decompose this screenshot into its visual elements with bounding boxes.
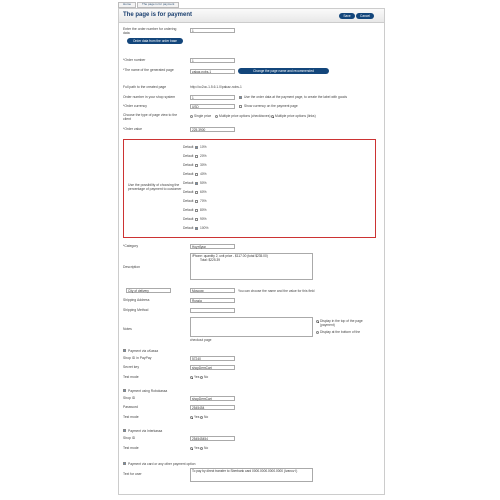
breadcrumb (118, 2, 388, 6)
yandex-shop-input[interactable]: 57240 (190, 356, 235, 361)
percent-default-label: Default (183, 226, 194, 230)
percent-value-label: 60% (200, 190, 207, 194)
page-name-label: *The name of the generated page (123, 68, 174, 72)
shipping-address-input[interactable]: Russia (190, 298, 235, 303)
percent-default-label: Default (183, 217, 194, 221)
city-value-input[interactable]: Moscow (190, 288, 235, 293)
yandex-section (123, 349, 381, 383)
yandex-enable-checkbox[interactable] (123, 349, 126, 352)
price-option-single-label: Single price (194, 114, 212, 118)
robokassa-enable-checkbox[interactable] (123, 389, 126, 392)
yandex-mode-yes-radio[interactable] (190, 376, 193, 379)
percent-default-checkbox[interactable] (195, 209, 198, 212)
shipping-method-label: Shipping Method (123, 308, 149, 312)
use-order-data-checkbox[interactable] (239, 96, 242, 99)
interkassa-mode-yes-label: Yes (194, 446, 200, 450)
full-path-label: Full path to the created page (123, 85, 167, 89)
interkassa-mode-yes-radio[interactable] (190, 447, 193, 450)
order-number-row (123, 58, 381, 64)
city-label-input[interactable]: City of delivery (126, 288, 171, 293)
cancel-button[interactable]: Cancel (356, 13, 374, 19)
price-type-row (123, 113, 381, 122)
order-entry-label: Enter the order number for ordering data (123, 27, 177, 35)
page-name-row (123, 68, 381, 74)
other-payment-textarea[interactable]: To pay by direct transfer to Sberbank card 0000.0000.0000.0000 (Ivanov I) (190, 468, 313, 482)
other-payment-text-label: Text for user (123, 472, 142, 476)
city-row (123, 288, 381, 294)
notes-bottom-label: Display at the bottom of the (320, 330, 361, 334)
change-page-name-button[interactable]: Change the page name and recommended (238, 68, 329, 74)
order-entry-row (123, 27, 381, 45)
category-input[interactable]: Ноутбуки (190, 244, 235, 249)
description-textarea[interactable] (190, 253, 313, 280)
notes-row (123, 317, 381, 343)
yandex-mode-no-radio[interactable] (200, 376, 203, 379)
interkassa-mode-label: Test mode (123, 446, 139, 450)
price-option-checkboxes-radio[interactable] (215, 115, 218, 118)
shipping-address-row (123, 298, 381, 304)
robokassa-shop-label: Shop ID (123, 396, 136, 400)
percent-default-checkbox[interactable] (195, 164, 198, 167)
order-in-system-row (123, 95, 381, 101)
percent-default-checkbox[interactable] (195, 227, 198, 230)
yandex-shop-label: Shop ID in PayPay (123, 356, 152, 360)
percent-option-row (183, 145, 243, 150)
order-value-input[interactable]: 225.3900 (190, 127, 235, 132)
yandex-title: Payment via uKassa (128, 348, 159, 353)
description-label: Description (123, 265, 140, 269)
currency-input[interactable]: USD (190, 104, 235, 109)
notes-bottom-label-cont: checkout page (190, 338, 212, 342)
percent-options-highlight (123, 139, 376, 238)
percent-option-row (183, 172, 243, 177)
robokassa-section (123, 389, 381, 423)
currency-row (123, 104, 381, 110)
price-option-single-radio[interactable] (190, 115, 193, 118)
page-title: The page is for payment (123, 12, 193, 18)
robokassa-mode-yes-radio[interactable] (190, 416, 193, 419)
yandex-mode-no-label: No (204, 375, 209, 379)
percent-value-label: 80% (200, 208, 207, 212)
percent-value-label: 100% (200, 226, 209, 230)
percent-default-label: Default (183, 208, 194, 212)
percent-default-checkbox[interactable] (195, 218, 198, 221)
shipping-address-label: Shipping Address (123, 298, 150, 302)
order-entry-input[interactable]: 1 (190, 28, 235, 33)
percent-value-label: 30% (200, 163, 207, 167)
order-in-system-input[interactable]: 1 (190, 95, 235, 100)
breadcrumb-home[interactable]: Home (118, 2, 136, 8)
percent-default-label: Default (183, 199, 194, 203)
interkassa-title: Payment via Interkassa (128, 428, 163, 433)
percent-value-label: 50% (200, 181, 207, 185)
description-line-1: iPhone: quantity 2, unit price - $117.00 (total $235.00) (192, 254, 268, 258)
panel-header (119, 9, 384, 23)
full-path-value[interactable]: http://oc2oc-1.5.6.1.0/pakaz-nobs-1 (190, 85, 242, 89)
yandex-secret-input[interactable]: shopDemCart (190, 365, 235, 370)
yandex-secret-label: Secret key (123, 365, 140, 369)
yandex-mode-yes-label: Yes (194, 375, 200, 379)
robokassa-mode-no-label: No (204, 415, 209, 419)
notes-top-radio[interactable] (316, 320, 319, 323)
description-line-2: Total: $225.39 (200, 257, 221, 262)
use-order-data-hint: Use the order data at the payment page, to create the label with goods (244, 95, 348, 99)
percent-default-label: Default (183, 172, 194, 176)
robokassa-shop-input[interactable]: shopDemCart (190, 396, 235, 401)
percent-default-label: Default (183, 154, 194, 158)
save-button[interactable]: Save (339, 13, 355, 19)
percent-default-checkbox[interactable] (195, 146, 198, 149)
order-value-row (123, 127, 381, 133)
price-option-checkboxes-label: Multiple price options (checkboxes) (219, 114, 271, 118)
other-payment-enable-checkbox[interactable] (123, 462, 126, 465)
interkassa-enable-checkbox[interactable] (123, 429, 126, 432)
full-path-row (123, 85, 381, 91)
robokassa-mode-yes-label: Yes (194, 415, 200, 419)
order-in-system-label: Order number in your shop system (123, 95, 176, 99)
interkassa-shop-input[interactable]: 254545454 (190, 436, 235, 441)
notes-textarea[interactable] (190, 317, 313, 337)
breadcrumb-current[interactable]: The page is for payment (137, 2, 179, 8)
percent-value-label: 10% (200, 145, 207, 149)
percent-value-label: 70% (200, 199, 207, 203)
robokassa-mode-label: Test mode (123, 415, 139, 419)
shipping-method-input[interactable] (190, 308, 235, 313)
notes-label: Notes (123, 327, 132, 331)
other-payment-title: Payment via card or any other payment option (128, 461, 196, 466)
interkassa-mode-no-radio[interactable] (200, 447, 203, 450)
percent-option-row (183, 199, 243, 204)
category-row (123, 244, 381, 250)
order-data-button[interactable]: Order data from the order base (127, 38, 183, 44)
percent-value-label: 40% (200, 172, 207, 176)
percent-options-label: Use the possibility of choosing the percentage of payment to customer (128, 183, 182, 191)
price-option-links-radio[interactable] (271, 115, 274, 118)
city-hint: You can choose the name and the value for this field (238, 288, 315, 293)
shipping-method-row (123, 308, 381, 314)
price-option-links-label: Multiple price options (links) (275, 114, 316, 118)
interkassa-mode-no-label: No (204, 446, 209, 450)
percent-option-row (183, 181, 243, 186)
percent-default-checkbox[interactable] (195, 173, 198, 176)
percent-default-label: Default (183, 163, 194, 167)
robokassa-pass-input[interactable]: 2545454 (190, 405, 235, 410)
percent-option-row (183, 226, 243, 231)
percent-option-row (183, 217, 243, 222)
order-number-input[interactable]: 1 (190, 58, 235, 63)
percent-default-label: Default (183, 181, 194, 185)
percent-default-checkbox[interactable] (195, 200, 198, 203)
robokassa-pass-label: Password (123, 405, 138, 409)
category-label: *Сategory (123, 244, 139, 248)
percent-default-label: Default (183, 145, 194, 149)
show-currency-hint: Show currency on the payment page (244, 104, 298, 108)
interkassa-shop-label: Shop ID (123, 436, 136, 440)
robokassa-mode-no-radio[interactable] (200, 416, 203, 419)
price-type-label: Choose the type of page view to the client (123, 113, 178, 121)
percent-option-row (183, 190, 243, 195)
show-currency-checkbox[interactable] (239, 105, 242, 108)
currency-label: *Order currency (123, 104, 147, 108)
percent-default-checkbox[interactable] (195, 182, 198, 185)
percent-default-checkbox[interactable] (195, 155, 198, 158)
order-value-label: *Order value (123, 127, 143, 131)
notes-bottom-radio[interactable] (316, 331, 319, 334)
other-payment-section (123, 462, 381, 484)
description-row (123, 253, 381, 281)
yandex-mode-label: Test mode (123, 375, 139, 379)
percent-default-checkbox[interactable] (195, 191, 198, 194)
payment-page-panel (118, 8, 385, 495)
percent-value-label: 20% (200, 154, 207, 158)
notes-top-label: Display in the top of the page (payment) (320, 319, 363, 327)
page-name-input[interactable]: zakaz-nobs-1 (190, 69, 235, 74)
percent-value-label: 90% (200, 217, 207, 221)
interkassa-section (123, 429, 381, 455)
order-number-label: *Order number (123, 58, 146, 62)
percent-option-row (183, 154, 243, 159)
percent-option-row (183, 208, 243, 213)
percent-default-label: Default (183, 190, 194, 194)
robokassa-title: Payment using Robokassa (128, 388, 168, 393)
percent-option-row (183, 163, 243, 168)
